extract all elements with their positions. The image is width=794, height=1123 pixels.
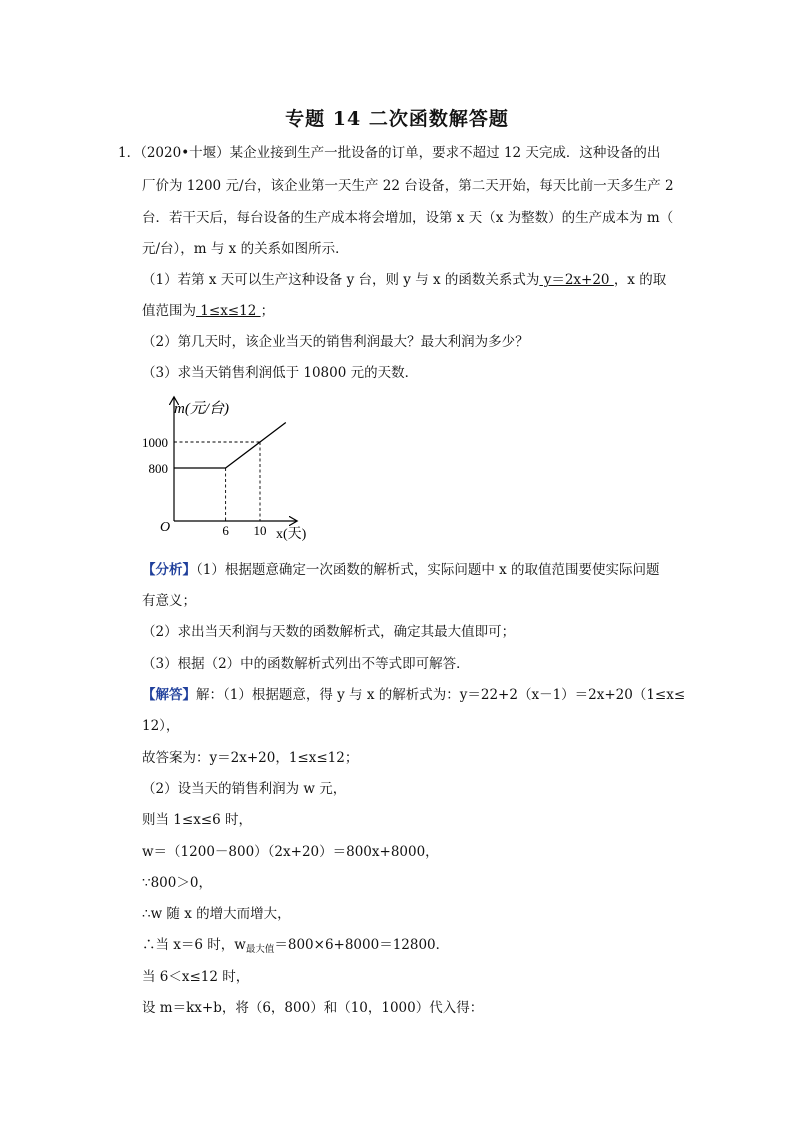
question-line-4: 元/台），m 与 x 的关系如图所示．: [142, 241, 349, 257]
solution-text-9b: ＝800×6+8000＝12800．: [274, 937, 450, 953]
analysis-line-1: [142, 561, 660, 579]
y-tick-label-800: 800: [148, 461, 168, 476]
solution-line-4: （2）设当天的销售利润为 w 元，: [142, 781, 347, 797]
series-line: [174, 423, 286, 469]
solution-line-3: 故答案为：y＝2x+20，1≤x≤12；: [142, 750, 359, 766]
part1b-prefix: 值范围为: [142, 303, 196, 319]
y-axis-label: m(元/台): [174, 401, 229, 417]
solution-text-1: 解：（1）根据题意，得 y 与 x 的解析式为：y＝22+2（x－1）＝2x+20（1≤x≤: [196, 687, 686, 703]
solution-line-1: [142, 686, 685, 704]
solution-line-5: 则当 1≤x≤6 时，: [142, 812, 252, 828]
y-tick-label-1000: 1000: [142, 435, 168, 450]
solution-line-9: [142, 936, 449, 956]
function-graph: [140, 393, 330, 543]
analysis-tag: 【分析】: [142, 562, 196, 578]
solution-line-7: ∵800＞0，: [142, 875, 212, 891]
x-axis-label: x(天): [276, 527, 307, 542]
part3-line: （3）求当天销售利润低于 10800 元的天数．: [142, 365, 419, 381]
analysis-line-2: 有意义；: [142, 593, 196, 609]
solution-line-11: 设 m＝kx+b，将（6，800）和（10，1000）代入得：: [142, 1000, 484, 1016]
analysis-line-3: （2）求出当天利润与天数的函数解析式，确定其最大值即可；: [142, 624, 516, 640]
analysis-line-4: （3）根据（2）中的函数解析式列出不等式即可解答．: [142, 656, 470, 672]
part1-prefix: （1）若第 x 天可以生产这种设备 y 台，则 y 与 x 的函数关系式为: [142, 272, 540, 288]
part1b-answer: 1≤x≤12: [196, 303, 261, 319]
part2-line: （2）第几天时，该企业当天的销售利润最大？最大利润为多少？: [142, 334, 529, 350]
part1b-line: [142, 302, 274, 320]
solution-line-2: 12），: [142, 718, 180, 734]
origin-label: O: [160, 520, 171, 535]
question-line-2: 厂价为 1200 元/台，该企业第一天生产 22 台设备，第二天开始，每天比前一天多生产 2: [142, 178, 674, 194]
solution-line-10: 当 6＜x≤12 时，: [142, 969, 250, 985]
solution-subscript: 最大值: [245, 944, 275, 955]
solution-tag: 【解答】: [142, 687, 196, 703]
question-line-1: 1．（2020•十堰）某企业接到生产一批设备的订单，要求不超过 12 天完成．这种设备的出: [118, 145, 661, 161]
x-tick-label-10: 10: [253, 523, 267, 538]
page-title: 专题 14 二次函数解答题: [285, 108, 509, 130]
part1-suffix: ，x 的取: [613, 272, 667, 288]
part1-answer: y＝2x+20: [539, 272, 614, 288]
x-tick-label-6: 6: [222, 523, 229, 538]
part1b-suffix: ；: [260, 303, 275, 319]
solution-line-6: w＝（1200－800）（2x+20）＝800x+8000，: [142, 844, 439, 860]
part1-line: [142, 271, 666, 289]
analysis-text-1: （1）根据题意确定一次函数的解析式，实际问题中 x 的取值范围要使实际问题: [196, 562, 660, 578]
question-line-3: 台．若干天后，每台设备的生产成本将会增加，设第 x 天（x 为整数）的生产成本为 m（: [142, 210, 674, 226]
solution-line-8: ∴w 随 x 的增大而增大，: [142, 906, 291, 922]
solution-text-9a: ∴当 x＝6 时，w: [142, 937, 246, 953]
